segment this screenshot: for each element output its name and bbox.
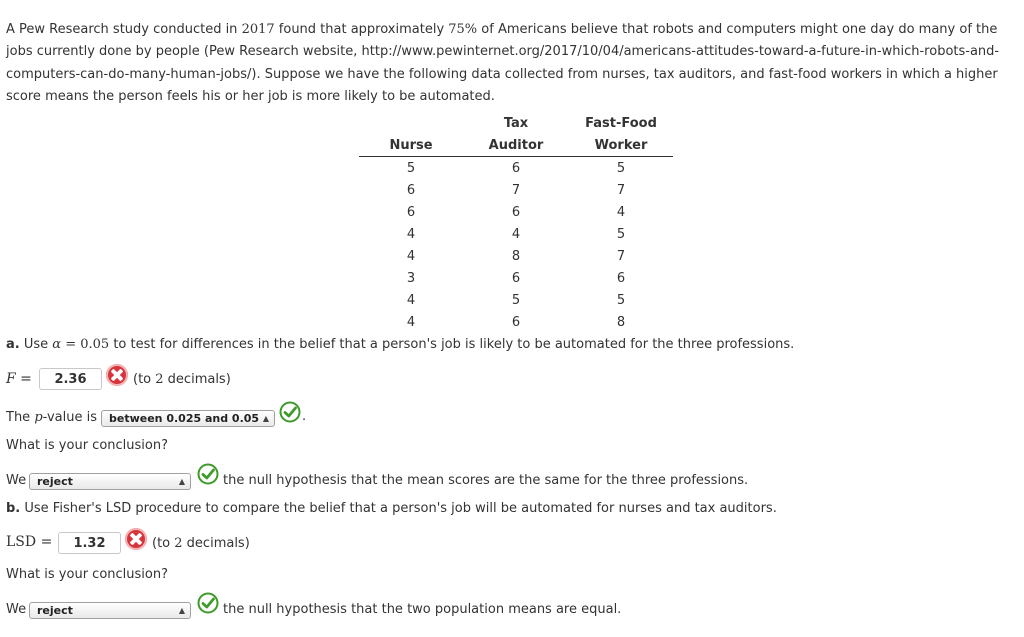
intro-percent: 75% <box>448 22 478 37</box>
table-cell: 7 <box>616 183 626 198</box>
part-a-label: a. <box>6 337 20 352</box>
table-cell: 6 <box>511 205 521 220</box>
col-header-tax-auditor: Auditor <box>488 138 544 153</box>
part-a-prompt <box>6 337 794 352</box>
table-cell: 3 <box>406 271 416 286</box>
col-header-tax-line1: Tax <box>503 116 529 131</box>
f-label <box>6 371 32 387</box>
table-cell: 4 <box>406 315 416 330</box>
table-cell: 6 <box>511 161 521 176</box>
lsd-input[interactable]: 1.32 <box>58 532 121 554</box>
f-symbol: F <box>6 371 16 387</box>
table-cell: 4 <box>406 293 416 308</box>
p-period: . <box>302 409 307 424</box>
decision-text-a: the null hypothesis that the mean scores are the same for the three professions. <box>223 473 749 488</box>
note-text: decimals) <box>182 536 250 551</box>
decision-select-b[interactable] <box>29 602 191 619</box>
table-cell: 5 <box>406 161 416 176</box>
table-cell: 7 <box>616 249 626 264</box>
decision-selected-b: reject <box>37 604 73 617</box>
we-label-a: We <box>6 473 27 488</box>
table-cell: 8 <box>511 249 521 264</box>
p-value-label <box>6 410 97 425</box>
table-cell: 4 <box>406 227 416 242</box>
select-arrows-icon: ▲ <box>178 477 185 486</box>
col-header-fastfood-worker: Worker <box>594 138 648 153</box>
check-circle-icon <box>279 401 301 423</box>
intro-text: A Pew Research study conducted in <box>6 22 242 37</box>
table-cell: 4 <box>616 205 626 220</box>
col-header-nurse: Nurse <box>389 138 433 153</box>
select-arrows-icon: ▲ <box>262 414 269 423</box>
table-cell: 6 <box>406 183 416 198</box>
note-text: (to <box>133 372 156 387</box>
table-cell: 5 <box>616 227 626 242</box>
intro-text: of Americans believe that robots and computers might one day do many of the jobs currently done by people (Pew Research website, http://www.pewinternet.org/2017/10/04/americans-attitudes-toward-a-future-in-which-robots-and-computers-can-do-many-human-jobs/). Suppose we have the following data collected from nurses, tax auditors, and fast-food workers in which a higher score means the person feels his or her job is more likely to be automated. <box>6 22 1000 104</box>
conclusion-question-a: What is your conclusion? <box>6 438 168 453</box>
f-input[interactable]: 2.36 <box>39 368 102 390</box>
table-cell: 7 <box>511 183 521 198</box>
table-cell: 5 <box>511 293 521 308</box>
decision-select-a[interactable] <box>29 473 191 490</box>
intro-text: found that approximately <box>274 22 449 37</box>
p-value-select[interactable] <box>101 410 275 427</box>
we-label-b: We <box>6 602 27 617</box>
decision-text-b: the null hypothesis that the two population means are equal. <box>223 602 622 617</box>
note-text: decimals) <box>163 372 231 387</box>
part-a-text: Use <box>19 337 53 352</box>
lsd-symbol: LSD <box>6 534 37 550</box>
lsd-decimals-note <box>152 536 250 551</box>
p-label-text: -value is <box>42 410 98 425</box>
table-cell: 4 <box>406 249 416 264</box>
decision-selected-a: reject <box>37 475 73 488</box>
equals-sign: = <box>15 371 32 387</box>
table-cell: 8 <box>616 315 626 330</box>
f-decimals-note <box>133 372 231 387</box>
part-b-text: Use Fisher's LSD procedure to compare the belief that a person's job will be automated for nurses and tax auditors. <box>20 501 777 516</box>
table-cell: 6 <box>406 205 416 220</box>
note-number: 2 <box>155 372 164 387</box>
intro-year: 2017 <box>241 22 275 37</box>
table-cell: 6 <box>616 271 626 286</box>
part-a-text: to test for differences in the belief that a person's job is likely to be automated for the three professions. <box>109 337 795 352</box>
problem-intro <box>6 19 1020 108</box>
check-circle-icon <box>197 592 219 614</box>
lsd-label <box>6 534 52 550</box>
p-symbol: p <box>34 410 43 425</box>
select-arrows-icon: ▲ <box>178 606 185 615</box>
part-b-label: b. <box>6 501 21 516</box>
p-label-text: The <box>6 410 35 425</box>
alpha-symbol: α <box>52 337 62 352</box>
conclusion-question-b: What is your conclusion? <box>6 567 168 582</box>
table-cell: 5 <box>616 161 626 176</box>
check-circle-icon <box>197 463 219 485</box>
equals-sign: = <box>61 337 81 352</box>
table-header-rule <box>359 156 673 157</box>
p-value-selected: between 0.025 and 0.05 <box>109 412 260 425</box>
note-text: (to <box>152 536 175 551</box>
equals-sign: = <box>36 534 53 550</box>
note-number: 2 <box>174 536 183 551</box>
part-b-prompt <box>6 501 777 516</box>
table-cell: 6 <box>511 271 521 286</box>
col-header-fastfood-line1: Fast-Food <box>585 116 657 131</box>
x-circle-icon <box>106 364 128 386</box>
x-circle-icon <box>125 528 147 550</box>
table-cell: 6 <box>511 315 521 330</box>
alpha-value: 0.05 <box>80 337 110 352</box>
table-cell: 4 <box>511 227 521 242</box>
table-cell: 5 <box>616 293 626 308</box>
